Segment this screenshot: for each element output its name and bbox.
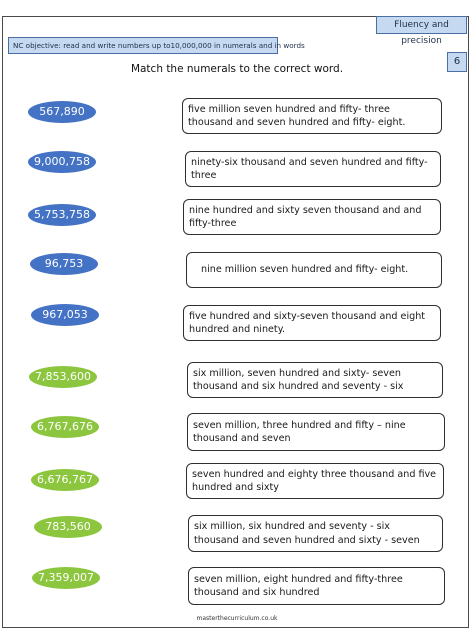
word-box[interactable]: five million seven hundred and fifty- three thousand and seven hundred and fifty- eight.	[182, 98, 442, 134]
numeral-oval[interactable]: 7,853,600	[29, 366, 97, 388]
word-box[interactable]: five hundred and sixty-seven thousand and eight hundred and ninety.	[183, 305, 441, 341]
numeral-oval[interactable]: 5,753,758	[28, 204, 96, 226]
numeral-oval[interactable]: 567,890	[28, 101, 96, 123]
instruction-text: Match the numerals to the correct word.	[130, 63, 344, 75]
nc-objective: NC objective: read and write numbers up to10,000,000 in numerals and in words	[8, 37, 278, 54]
page-number: 6	[447, 52, 467, 72]
numeral-oval[interactable]: 9,000,758	[28, 151, 96, 173]
numeral-oval[interactable]: 783,560	[34, 516, 102, 538]
word-box[interactable]: nine hundred and sixty seven thousand and and fifty-three	[183, 199, 441, 235]
word-box[interactable]: six million, seven hundred and sixty- seven thousand and six hundred and seventy - six	[187, 362, 443, 398]
word-box[interactable]: six million, six hundred and seventy - six thousand and seven hundred and sixty - seven	[188, 515, 443, 552]
footer-url: masterthecurriculum.co.uk	[196, 615, 278, 622]
numeral-oval[interactable]: 6,676,767	[31, 469, 99, 491]
numeral-oval[interactable]: 96,753	[30, 253, 98, 275]
numeral-oval[interactable]: 967,053	[31, 304, 99, 326]
word-box[interactable]: seven hundred and eighty three thousand and five hundred and sixty	[186, 463, 444, 499]
numeral-oval[interactable]: 7,359,007	[32, 567, 100, 589]
fluency-tag: Fluency and precision	[376, 16, 467, 34]
word-box[interactable]: seven million, eight hundred and fifty-three thousand and six hundred	[188, 567, 445, 605]
word-box[interactable]: seven million, three hundred and fifty – nine thousand and seven	[187, 413, 445, 451]
word-box[interactable]: ninety-six thousand and seven hundred and fifty-three	[185, 151, 441, 187]
word-box[interactable]: nine million seven hundred and fifty- eight.	[186, 252, 442, 288]
numeral-oval[interactable]: 6,767,676	[31, 416, 99, 438]
